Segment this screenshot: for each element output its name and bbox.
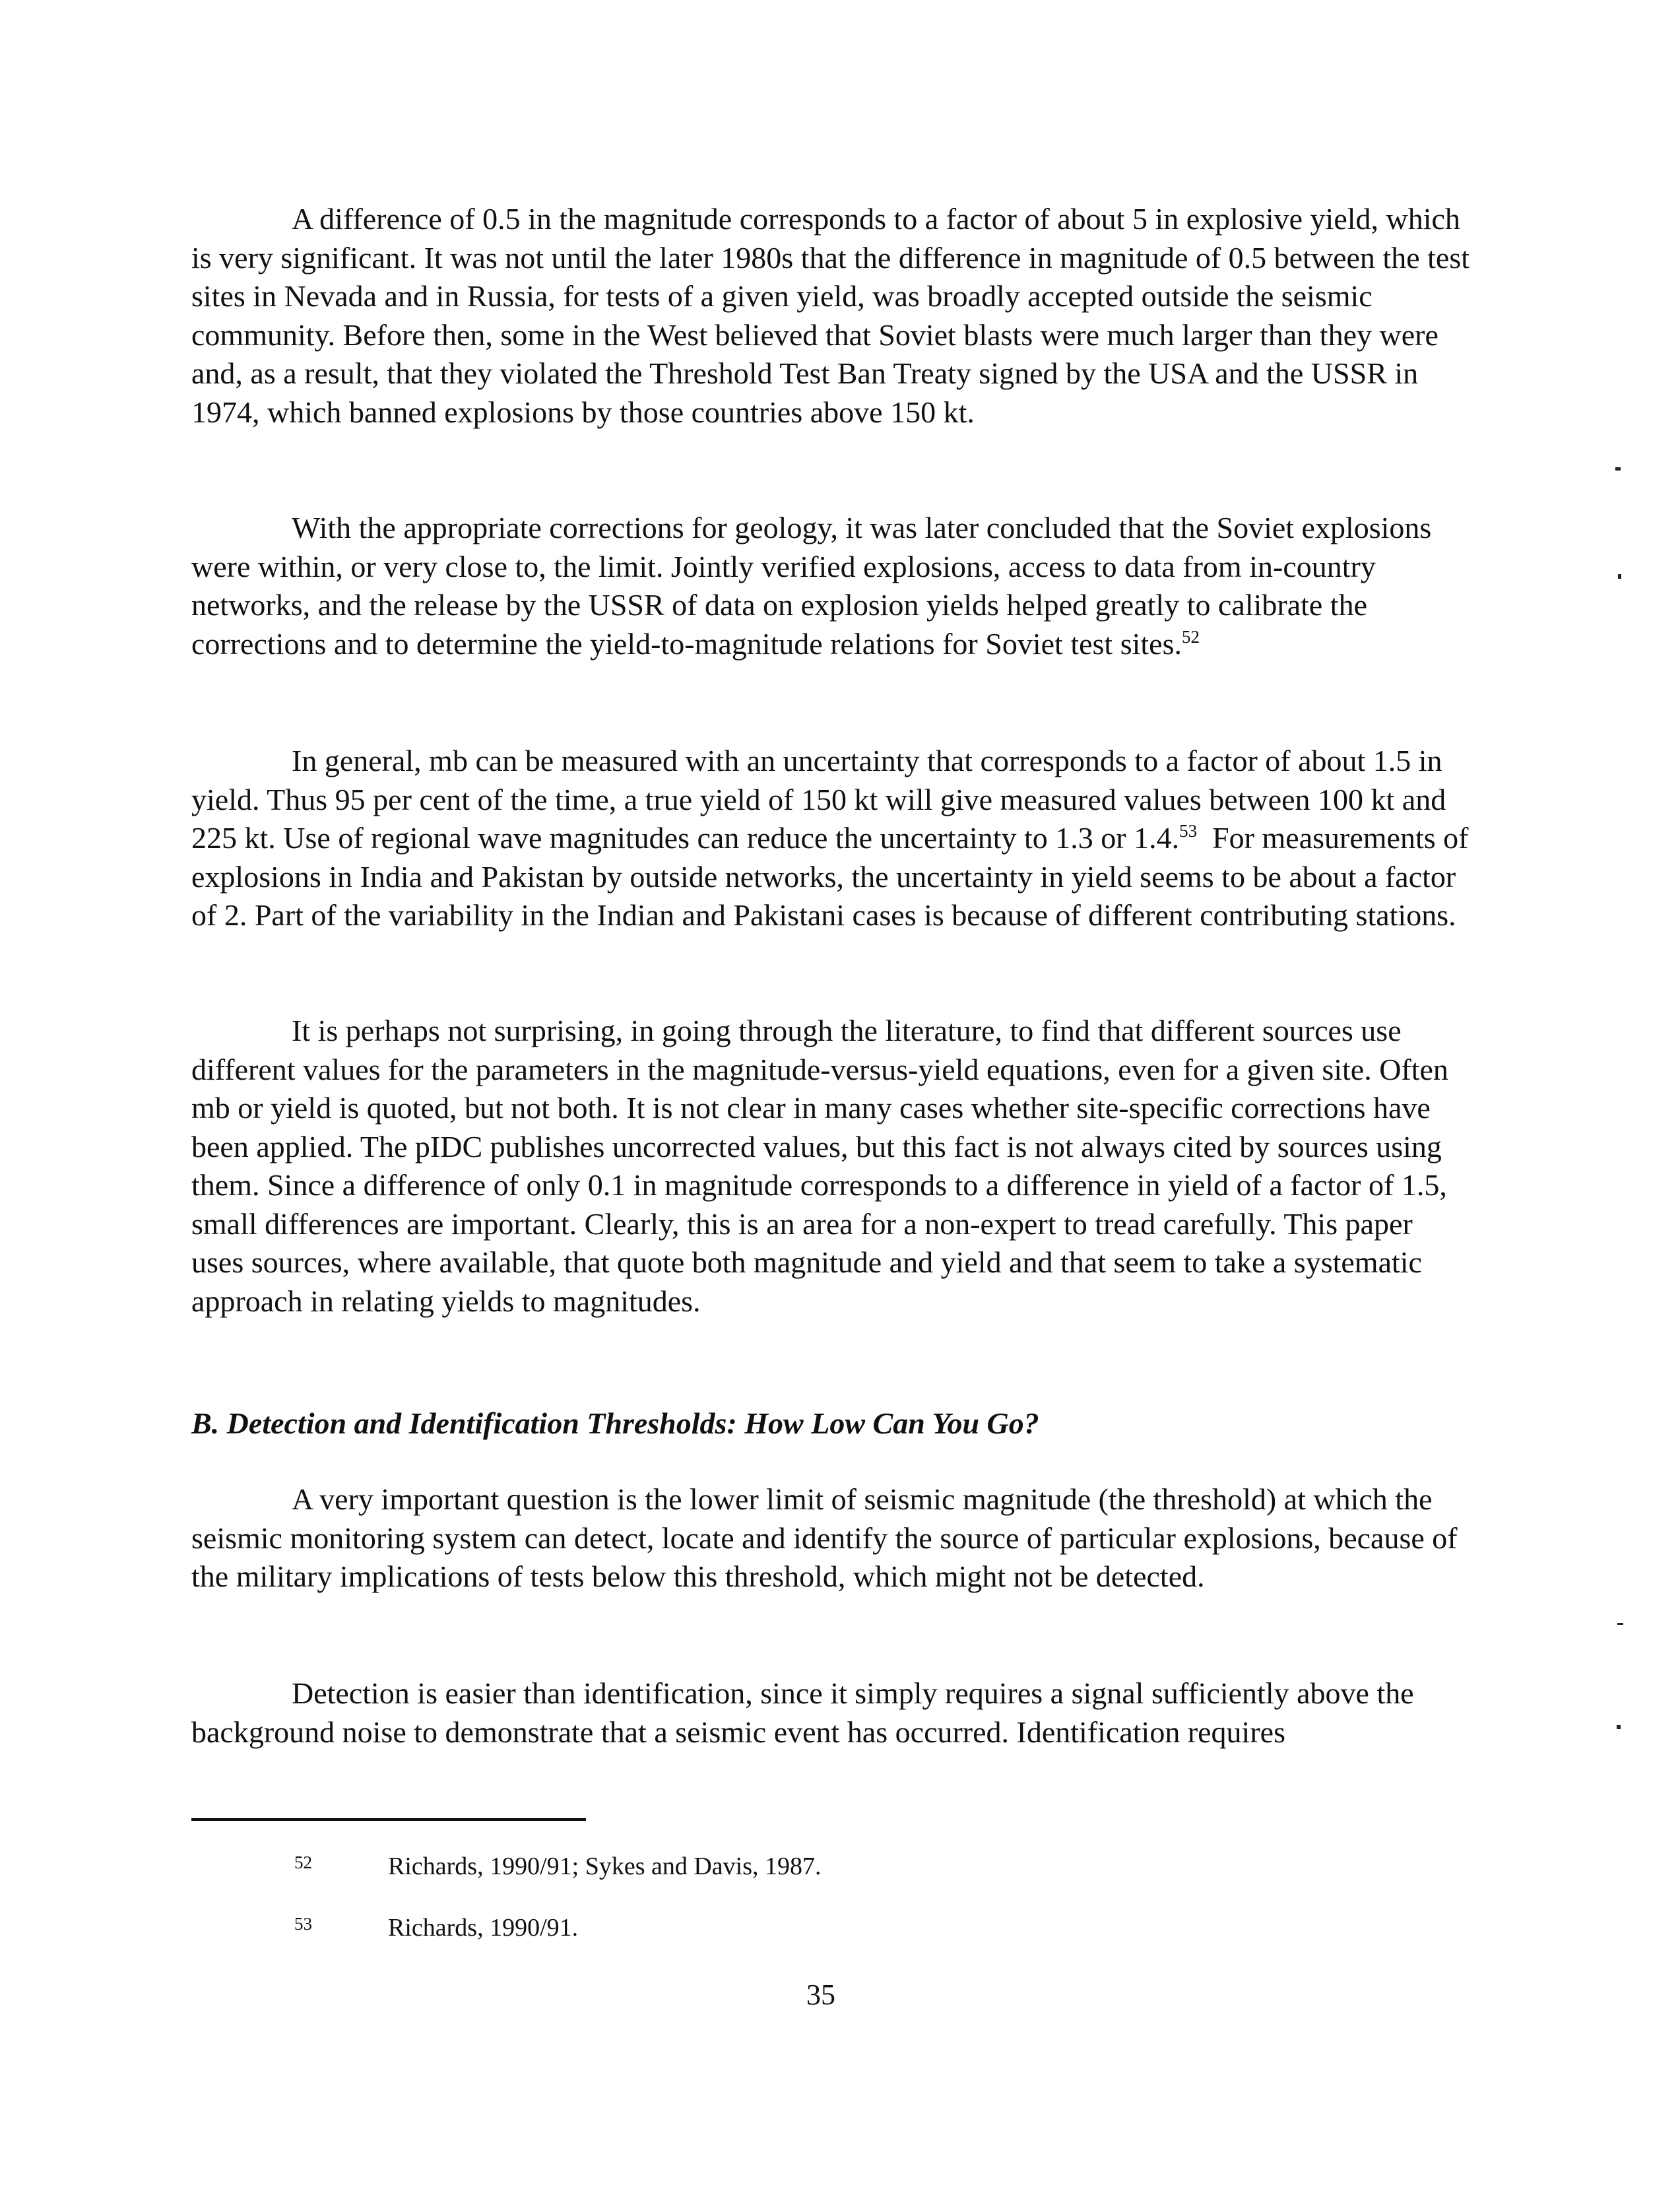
paragraph-text: For measurements of explosions in India and Pakistan by outside networks, the uncertainty in yield seems to be about a factor of 2. Part of the variability in the Indian and Pakistani cases is because of different contributing stations. xyxy=(191,821,1469,932)
page-number: 35 xyxy=(806,1979,835,2011)
footnote-ref-53[interactable]: 53 xyxy=(1179,821,1198,841)
footnote-number: 53 xyxy=(294,1914,312,1934)
scan-speck xyxy=(1617,1623,1623,1625)
paragraph-text: With the appropriate corrections for geology, it was later concluded that the Soviet explosions were within, or very close to, the limit. Jointly verified explosions, access to data from in-country networks, and the release by the USSR of data on explosion yields helped greatly to calibrate the corrections and to determine the yield-to-magnitude relations for Soviet test sites. xyxy=(191,511,1432,661)
paragraph-literature-values: It is perhaps not surprising, in going through the literature, to find that different sources use different values for the parameters in the magnitude-versus-yield equations, even for a given site. Often mb or yield is quoted, but not both. It is not clear in many cases whether site-specific corrections have been applied. The pIDC publishes uncorrected values, but this fact is not always cited by sources using them. Since a difference of only 0.1 in magnitude corresponds to a difference in yield of a factor of 1.5, small differences are important. Clearly, this is an area for a non-expert to tread carefully. This paper uses sources, where available, that quote both magnitude and yield and that seem to take a systematic approach in relating yields to magnitudes. xyxy=(191,1014,1448,1318)
section-heading: B. Detection and Identification Thresholds: How Low Can You Go? xyxy=(191,1406,1039,1440)
footnote-separator xyxy=(191,1818,586,1821)
scan-speck xyxy=(1618,574,1621,579)
paragraph-mb-uncertainty xyxy=(191,742,1471,935)
footnote-number: 52 xyxy=(294,1853,312,1872)
paragraph-geology-corrections xyxy=(191,509,1471,663)
footnote-text: Richards, 1990/91; Sykes and Davis, 1987. xyxy=(388,1853,822,1880)
paragraph-magnitude-difference: A difference of 0.5 in the magnitude corresponds to a factor of about 5 in explosive yield, which is very significant. It was not until the later 1980s that the difference in magnitude of 0.5 between the test sites in Nevada and in Russia, for tests of a given yield, was broadly accepted outside the seismic community. Before then, some in the West believed that Soviet blasts were much larger than they were and, as a result, that they violated the Threshold Test Ban Treaty signed by the USA and the USSR in 1974, which banned explosions by those countries above 150 kt. xyxy=(191,202,1470,429)
paragraph-detection-vs-identification: Detection is easier than identification, since it simply requires a signal sufficiently above the background noise to demonstrate that a seismic event has occurred. Identification requires xyxy=(191,1676,1414,1749)
paragraph-threshold-question: A very important question is the lower limit of seismic magnitude (the threshold) at which the seismic monitoring system can detect, locate and identify the source of particular explosions, because of the military implications of tests below this threshold, which might not be detected. xyxy=(191,1482,1458,1593)
footnote-ref-52[interactable]: 52 xyxy=(1181,626,1200,647)
scan-speck xyxy=(1615,467,1621,471)
paragraph-text: In general, mb can be measured with an uncertainty that corresponds to a factor of about 1.5 in yield. Thus 95 per cent of the time, a true yield of 150 kt will give measured values between 100 kt and 225 kt. Use of regional wave magnitudes can reduce the uncertainty to 1.3 or 1.4. xyxy=(191,744,1446,855)
scan-speck xyxy=(1617,1725,1621,1729)
footnote-text: Richards, 1990/91. xyxy=(388,1914,579,1942)
